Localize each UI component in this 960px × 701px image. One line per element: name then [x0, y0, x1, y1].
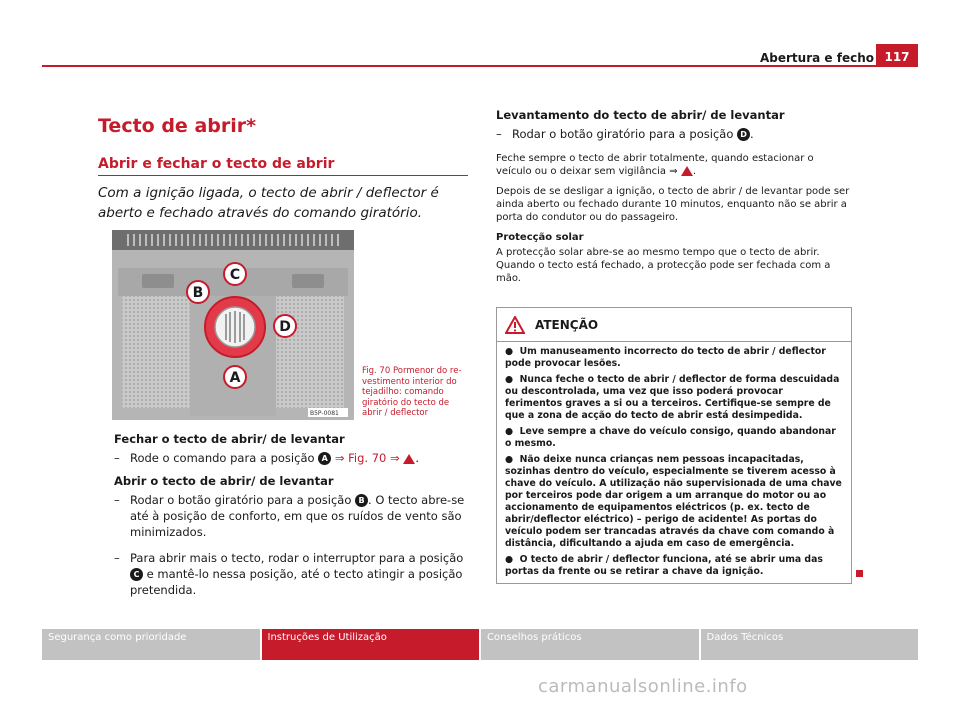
paragraph-after-ignition: Depois de se desligar a ignição, o tecto de abrir / de levantar pode ser ainda aberto ou fechado durante 10 minutos, enquanto não se abrir a porta do condutor ou do passageiro. — [496, 186, 850, 223]
right-column — [496, 108, 852, 292]
footer-tab-technical-data[interactable]: Dados Técnicos — [701, 629, 919, 660]
warning-title: ATENÇÃO — [535, 317, 599, 332]
solar-heading: Protecção solar — [496, 232, 584, 243]
running-header: Abertura e fecho — [760, 51, 874, 65]
page-title: Tecto de abrir* — [98, 115, 257, 137]
figure-roof-control — [112, 230, 354, 420]
paragraph-close-always: Feche sempre o tecto de abrir totalmente, quando estacionar o veículo ou o deixar sem vigilância ⇒ . — [496, 153, 814, 177]
position-badge-b: B — [355, 494, 368, 507]
open-step-2-text-b: e mantê-lo nessa posição, até o tecto atingir a posição pretendida. — [130, 567, 463, 597]
warning-item: ● Não deixe nunca crianças nem pessoas incapacitadas, sozinhas dentro do veículo, especialmente se tiverem acesso à chave do veículo. A utilização não supervisionada de uma chave por terceiros pode dar origem a um arranque do motor ou ao accionamento de equipamentos eléctricos (p. ex. tecto de abrir/deflector eléctrico) – perigo de acidente! As portas do veículo podem ser trancadas através da chave com comando à distância, dificultando a ajuda em caso de emergência. — [505, 454, 842, 549]
close-step: – Rode o comando para a posição A ⇒ Fig. 70 ⇒ . — [114, 451, 419, 465]
roof-control-illustration — [112, 230, 354, 420]
figure-caption: Fig. 70 Pormenor do revestimento interior do tejadilho: comando giratório do tecto de abrir / deflector — [362, 366, 462, 418]
figure-label-a: A — [229, 370, 241, 386]
warning-item: ● Leve sempre a chave do veículo consigo, quando abandonar o mesmo. — [505, 426, 836, 449]
figure-label-b: B — [192, 285, 204, 301]
watermark: carmanualsonline.info — [538, 676, 748, 697]
open-step-1: – Rodar o botão giratório para a posição B . O tecto abre-se até à posição de conforto, em que os ruídos de vento são minimizados. — [114, 493, 465, 539]
warning-icon — [403, 454, 415, 464]
figure-code: B5P-0081 — [310, 410, 339, 417]
warning-item: ● Nunca feche o tecto de abrir / deflector de forma descuidada ou descontrolada, uma vez que isso poderá provocar ferimentos graves a si ou a terceiros. Certifique-se sempre de que a zona de acção do tecto de abrir está desimpedida. — [505, 374, 840, 421]
footer-tab-practical-tips[interactable]: Conselhos práticos — [481, 629, 699, 660]
warning-icon — [681, 166, 693, 176]
lift-step: – Rodar o botão giratório para a posição D . — [496, 127, 754, 141]
figure-label-d: D — [279, 319, 291, 335]
page-number: 117 — [876, 44, 918, 66]
footer-nav — [42, 629, 918, 660]
close-step-ref[interactable]: ⇒ Fig. 70 ⇒ — [334, 451, 400, 465]
warning-box — [496, 307, 852, 584]
lift-step-text: Rodar o botão giratório para a posição — [512, 127, 734, 141]
position-badge-c: C — [130, 568, 143, 581]
open-step-2: – Para abrir mais o tecto, rodar o interruptor para a posição C e mantê-lo nessa posição, até o tecto atingir a posição pretendida. — [114, 551, 464, 597]
close-heading: Fechar o tecto de abrir/ de levantar — [114, 432, 345, 446]
subtitle-rule — [98, 175, 468, 176]
footer-tab-instructions[interactable]: Instruções de Utilização — [262, 629, 480, 660]
paragraph-solar: A protecção solar abre-se ao mesmo tempo que o tecto de abrir. Quando o tecto está fechado, a protecção pode ser fechada com a mão. — [496, 247, 831, 284]
section-subtitle: Abrir e fechar o tecto de abrir — [98, 156, 335, 172]
position-badge-d: D — [737, 128, 750, 141]
open-step-1-text-b: . O tecto abre-se até à posição de conforto, em que os ruídos de vento são minimizados. — [130, 493, 465, 539]
header-rule — [42, 65, 918, 67]
warning-item: ● O tecto de abrir / deflector funciona, até se abrir uma das portas da frente ou se retirar a chave da ignição. — [505, 554, 823, 577]
figure-label-c: C — [229, 267, 241, 283]
section-end-marker — [856, 570, 863, 577]
position-badge-a: A — [318, 452, 331, 465]
lift-heading: Levantamento do tecto de abrir/ de levantar — [496, 108, 785, 122]
warning-triangle-icon — [505, 316, 525, 334]
open-step-1-text-a: Rodar o botão giratório para a posição — [130, 493, 352, 507]
footer-tab-safety[interactable]: Segurança como prioridade — [42, 629, 260, 660]
warning-item: ● Um manuseamento incorrecto do tecto de abrir / deflector pode provocar lesões. — [505, 346, 826, 369]
left-column — [114, 432, 470, 604]
intro-text: Com a ignição ligada, o tecto de abrir / deflector é aberto e fechado através do comando giratório. — [98, 185, 439, 221]
open-step-2-text-a: Para abrir mais o tecto, rodar o interruptor para a posição — [130, 551, 464, 565]
warning-header — [497, 308, 851, 342]
open-heading: Abrir o tecto de abrir/ de levantar — [114, 474, 334, 488]
close-step-text: Rode o comando para a posição — [130, 451, 315, 465]
warning-body — [497, 342, 851, 586]
